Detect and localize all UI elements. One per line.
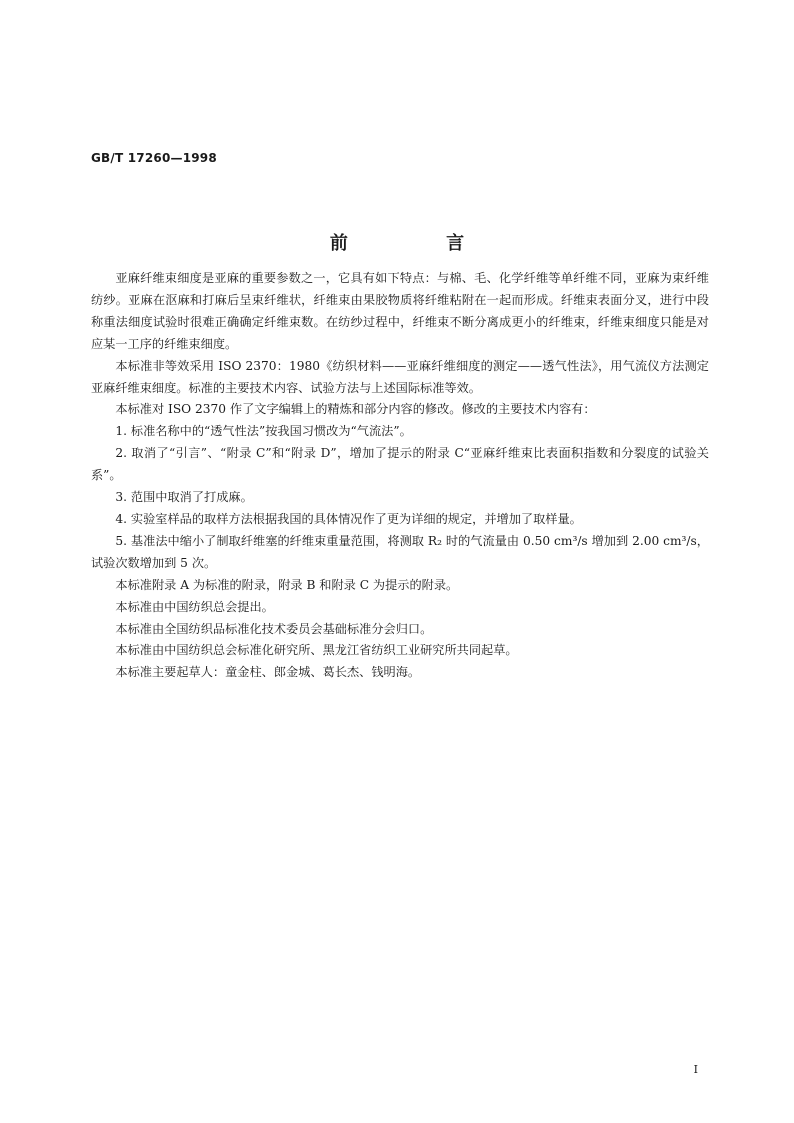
list-item-modification-3: 3. 范围中取消了打成麻。 [115,490,253,505]
paragraph-adoption: 本标准非等效采用 ISO 2370：1980《纺织材料——亚麻纤维细度的测定——透气性法》，用气流仪方法测定亚麻纤维束细度。标准的主要技术内容、试验方法与上述国际标准等效。 [91,358,709,395]
standard-code: GB/T 17260—1998 [91,151,217,165]
page-title: 前 言 [329,233,511,254]
list-item-modification-5: 5. 基准法中缩小了制取纤维塞的纤维束重量范围，将测取 R₂ 时的气流量由 0.50 cm³/s 增加到 2.00 cm³/s，试验次数增加到 5 次。 [91,533,709,570]
list-item-modification-2: 2. 取消了“引言”、“附录 C”和“附录 D”，增加了提示的附录 C“亚麻纤维束比表面积指数和分裂度的试验关系”。 [91,446,709,483]
paragraph-appendix: 本标准附录 A 为标准的附录，附录 B 和附录 C 为提示的附录。 [115,577,459,592]
paragraph-modifications: 本标准对 ISO 2370 作了文字编辑上的精炼和部分内容的修改。修改的主要技术内容有： [115,402,596,417]
paragraph-drafters: 本标准主要起草人：童金柱、郎金城、葛长杰、钱明海。 [115,665,421,680]
paragraph-drafted-by: 本标准由中国纺织总会标准化研究所、黑龙江省纺织工业研究所共同起草。 [115,643,518,658]
paragraph-intro: 亚麻纤维束细度是亚麻的重要参数之一，它具有如下特点：与棉、毛、化学纤维等单纤维不同，亚麻为束纤维纺纱。亚麻在沤麻和打麻后呈束纤维状，纤维束由果胶物质将纤维粘附在一起而形成。纤维束表面分叉，进行中段称重法细度试验时很难正确确定纤维束数。在纺纱过程中，纤维束不断分离成更小的纤维束，纤维束细度只能是对应某一工序的纤维束细度。 [91,271,709,351]
list-item-modification-4: 4. 实验室样品的取样方法根据我国的具体情况作了更为详细的规定，并增加了取样量。 [115,511,582,526]
foreword-body [91,268,709,684]
paragraph-centralized-by: 本标准由全国纺织品标准化技术委员会基础标准分会归口。 [115,621,433,636]
page-number: I [693,1063,698,1076]
list-item-modification-1: 1. 标准名称中的“透气性法”按我国习惯改为“气流法”。 [115,424,412,439]
paragraph-proposed-by: 本标准由中国纺织总会提出。 [115,599,274,614]
